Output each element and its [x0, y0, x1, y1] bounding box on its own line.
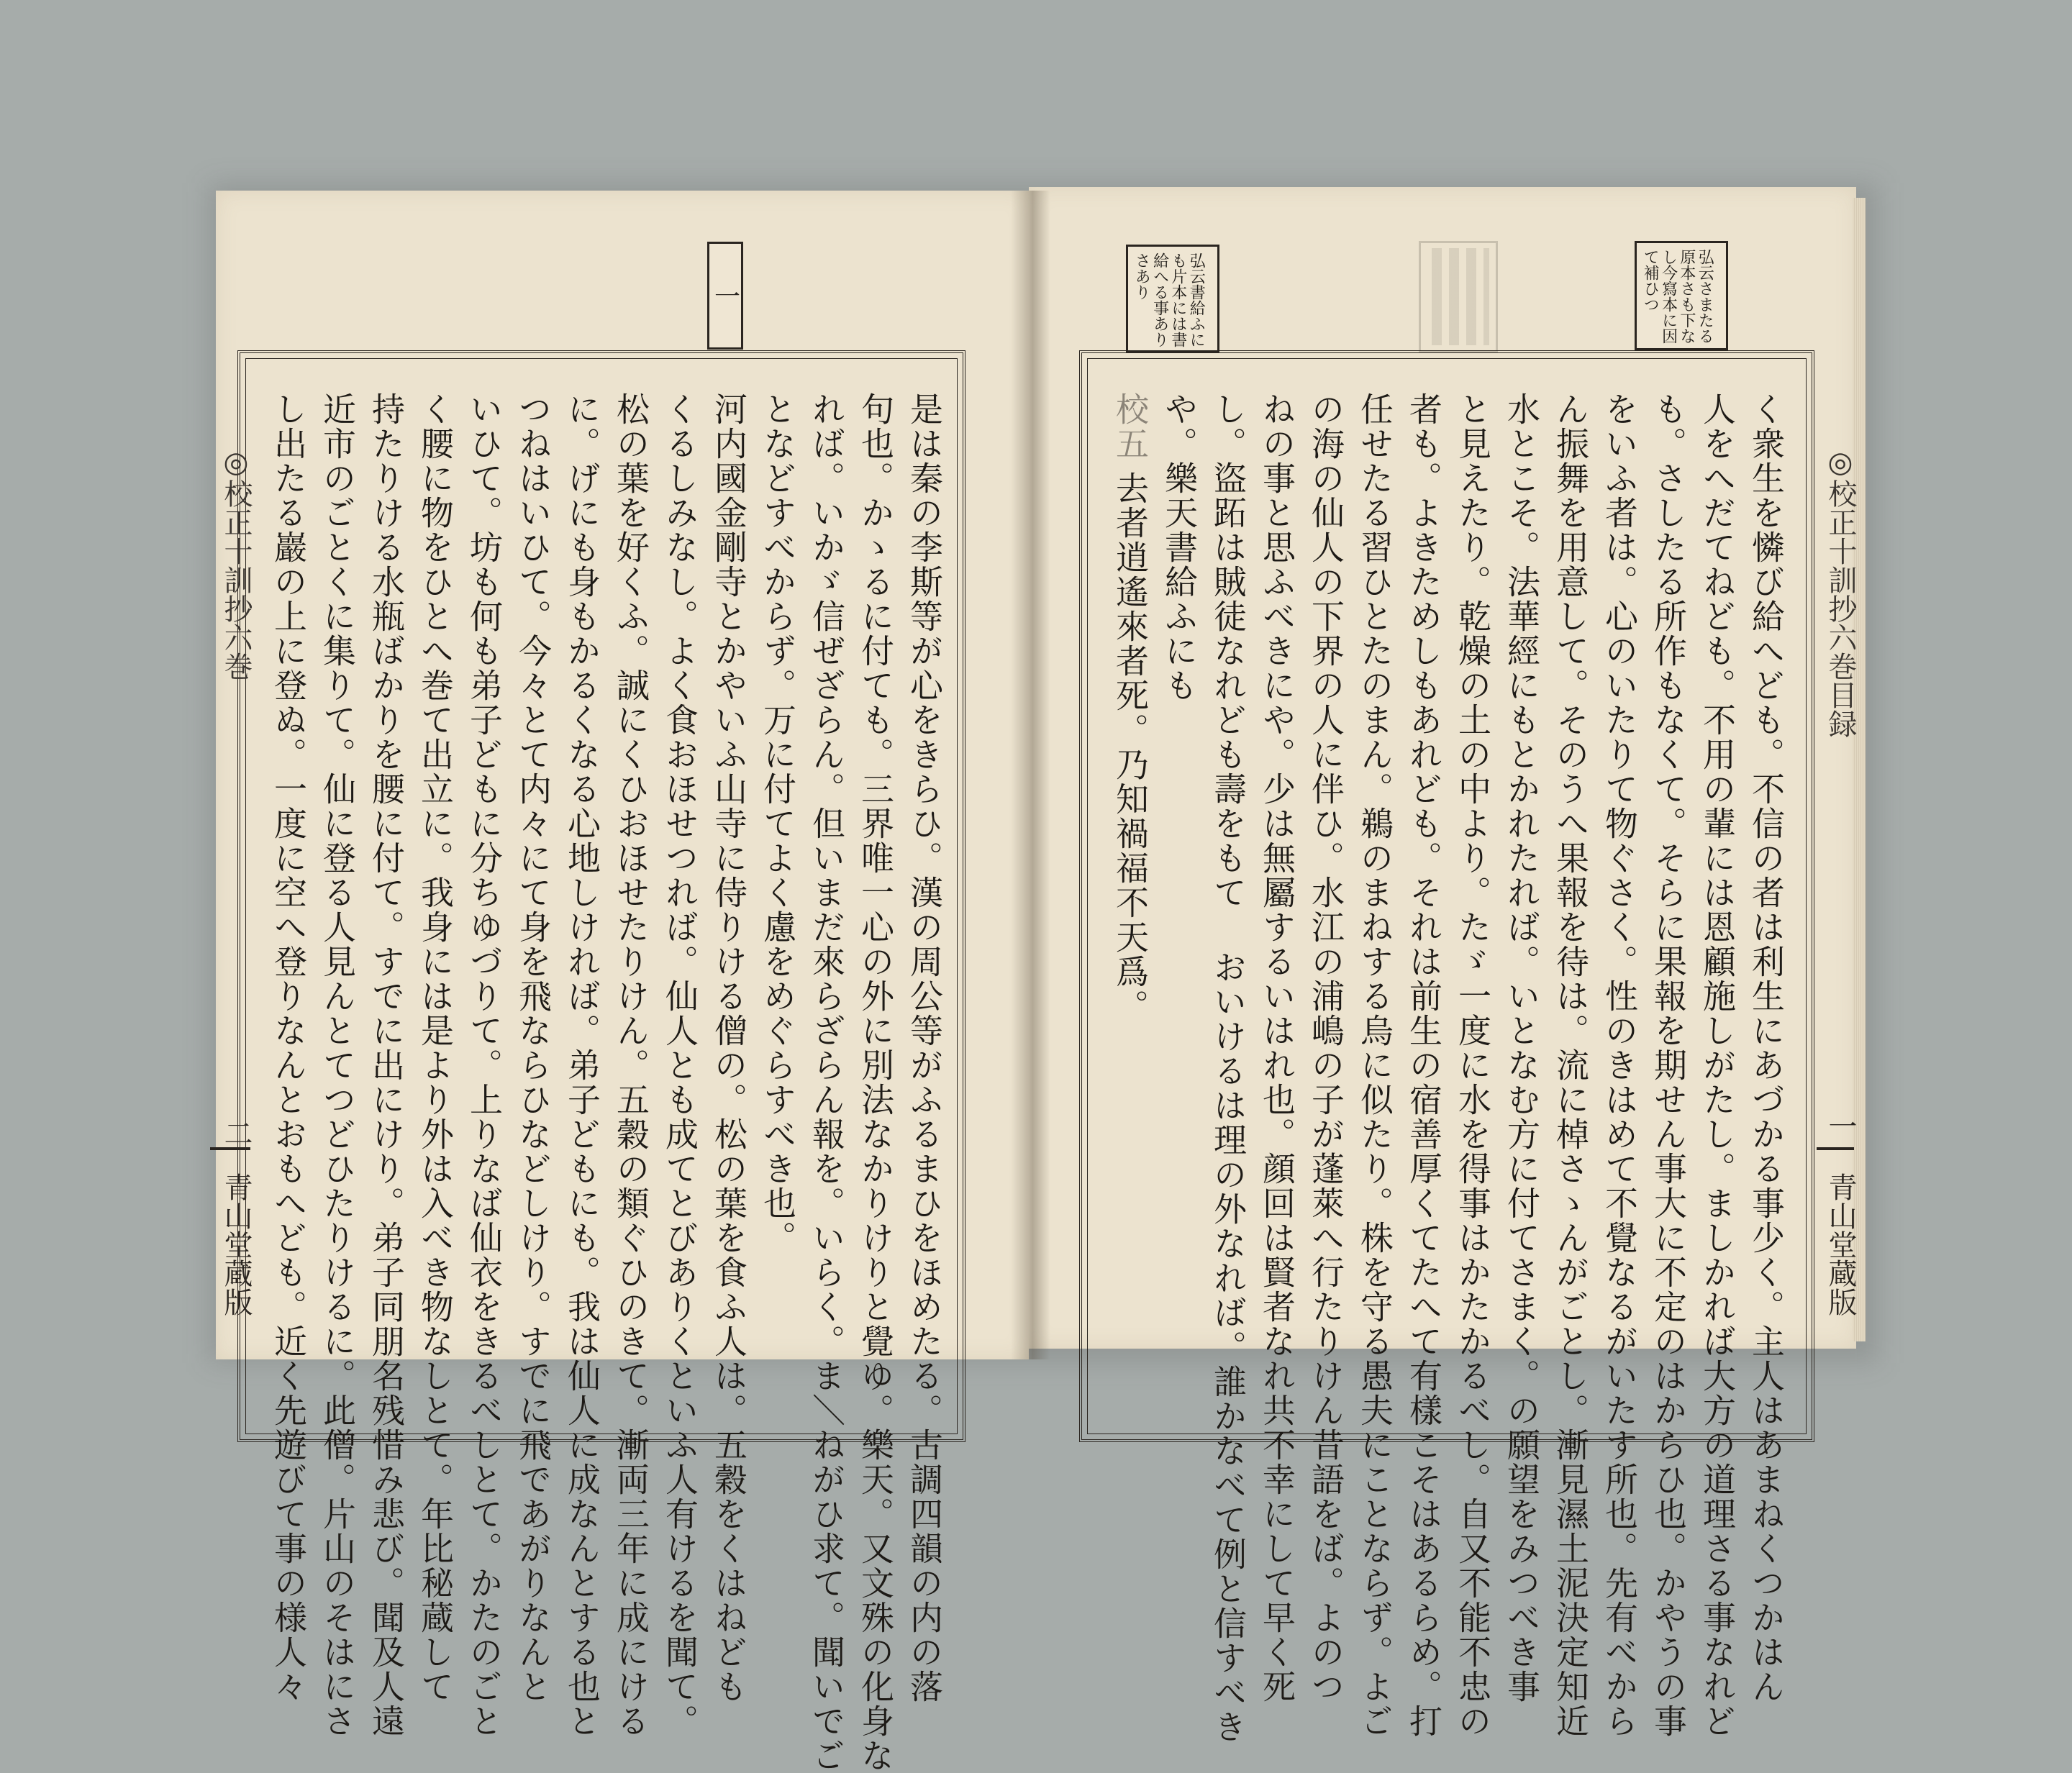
- text-column: や。樂天書給ふにも: [1160, 392, 1199, 703]
- page-edges: [1853, 198, 1866, 1341]
- text-column: 近市のごとくに集りて。仙に登る人見んとてつどひたりけるに。此僧。片山のそはにさ: [318, 392, 357, 1738]
- left-page-number: 二: [219, 1118, 253, 1147]
- text-column: 者も。よきためしもあれども。それは前生の宿善厚くてたへて有樣こそはあるらめ。打: [1404, 392, 1443, 1738]
- text-column: し。盜跖は賊徒なれども壽をもて おいけるは理の外なれば。誰かなべて例と信すべき: [1209, 392, 1248, 1744]
- text-column: に。げにも身もかるくなる心地しければ。弟子どもにも。我は仙人に成なんとする也と: [563, 392, 601, 1738]
- text-column: ん振舞を用意して。そのうへ果報を待は。流に棹さゝんがごとし。漸見濕土泥決定知近: [1551, 392, 1590, 1738]
- text-column: れば。いかゞ信ぜざらん。但いまだ來らざらん報を。いらく。ま＼ねがひ求て。聞いでご: [807, 392, 846, 1773]
- left-page-number-rule: [210, 1147, 250, 1150]
- text-column: 水とこそ。法華經にもとかれたれば。いとなむ方に付てさまく。の願望をみつべき事: [1502, 392, 1541, 1704]
- right-annotation-box-1: [1635, 241, 1728, 350]
- text-column: と見えたり。乾燥の土の中より。たゞ一度に水を得事はかたかるべし。自又不能不忠の: [1453, 392, 1492, 1738]
- left-publisher: 青山堂蔵版: [219, 1172, 253, 1316]
- annotation-text: 弘云書給ふに も片本には書 給へる事あり さあり: [1132, 252, 1206, 347]
- quote-column: 去者逍遙來者死。乃知禍福不天爲。: [1111, 471, 1150, 1024]
- text-column: つねはいひて。今々とて内々にて身を飛ならひなどしけり。すでに飛であがりなんと: [514, 392, 553, 1704]
- text-column: 河内國金剛寺とかやいふ山寺に侍りける僧の。松の葉を食ふ人は。五穀をくはねども: [709, 392, 748, 1704]
- text-column: 松の葉を好くふ。誠にくひおほせたりけん。五穀の類ぐひのきて。漸両三年に成にける: [612, 392, 650, 1738]
- annotation-text: 弘云さまたる 原本さも下な し今寫本に因 て補ひつ: [1641, 249, 1714, 344]
- right-header: ◎校正十訓抄六巻目録: [1824, 446, 1857, 738]
- quote-prefix: 校五: [1111, 392, 1150, 461]
- text-column: 是は秦の李斯等が心をきらひ。漢の周公等がふるまひをほめたる。古調四韻の内の落: [905, 392, 944, 1704]
- left-header: ◎校正十訓抄六巻: [219, 446, 253, 680]
- text-column: の海の仙人の下界の人に伴ひ。水江の浦嶋の子が蓬萊へ行たりけん昔語をば。よのつ: [1307, 392, 1345, 1704]
- text-column: し出たる巖の上に登ぬ。一度に空へ登りなんとおもへども。近く先遊びて事の様人々: [269, 392, 308, 1704]
- left-section-number-box: [707, 242, 743, 350]
- text-column: 句也。かゝるに付ても。三界唯一心の外に別法なかりけりと覺ゆ。樂天。又文殊の化身な: [856, 392, 895, 1773]
- text-column: いひて。坊も何も弟子どもに分ちゆづりて。上りなば仙衣をきるべしとて。かたのごと: [465, 392, 504, 1738]
- right-annotation-box-2: [1126, 245, 1219, 352]
- right-page-number: 一: [1824, 1111, 1857, 1140]
- bleed-through-text: [1432, 248, 1489, 345]
- text-column: 人をへだてねども。不用の輩には恩顧施しがたし。ましかれば大方の道理さる事なれど: [1698, 392, 1737, 1738]
- text-column: くるしみなし。よく食おほせつれば。仙人とも成てとびありくといふ人有けるを聞て。: [660, 392, 699, 1738]
- text-column: 持たりける水瓶ばかりを腰に付て。すでに出にけり。弟子同朋名残惜み悲び。聞及人遠: [367, 392, 406, 1738]
- text-column: となどすべからず。万に付てよく慮をめぐらすべき也。: [758, 392, 797, 1255]
- book-gutter: [1011, 191, 1050, 1359]
- text-column: く衆生を憐び給へども。不信の者は利生にあづかる事少く。主人はあまねくつかはん: [1747, 392, 1786, 1704]
- text-column: ねの事と思ふべきにや。少は無屬するいはれ也。顔回は賢者なれ共不幸にして早く死: [1258, 392, 1296, 1704]
- text-column: く腰に物をひとへ巻て出立に。我身には是より外は入べき物なしとて。年比秘蔵して: [416, 392, 455, 1704]
- text-column: 任せたる習ひとたのまん。鵜のまねする烏に似たり。株を守る愚夫にことならず。よご: [1355, 392, 1394, 1738]
- text-column: をいふ者は。心のいたりて物ぐさく。性のきはめて不覺なるがいたす所也。先有べから: [1600, 392, 1639, 1738]
- text-column: も。さしたる所作もなくて。そらに果報を期せん事大に不定のはからひ也。かやうの事: [1649, 392, 1688, 1738]
- right-publisher: 青山堂蔵版: [1824, 1172, 1857, 1316]
- left-section-number: 一: [710, 283, 740, 309]
- right-page-number-rule: [1817, 1147, 1854, 1150]
